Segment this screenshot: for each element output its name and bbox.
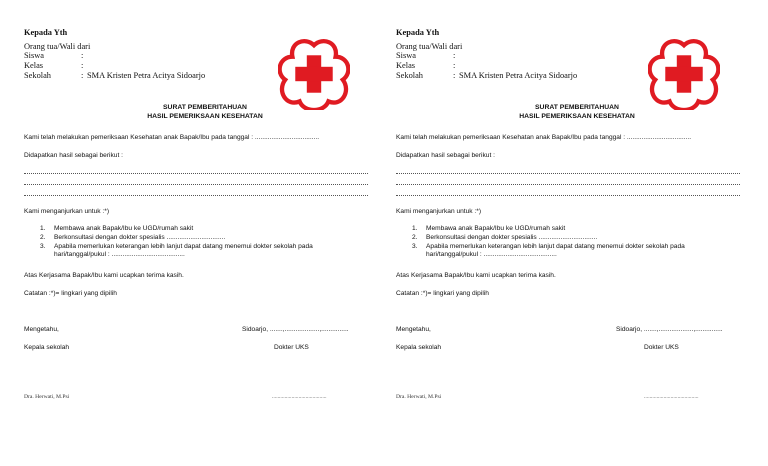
recommendation-number: 1.	[412, 225, 418, 232]
field-sep: :	[81, 61, 84, 70]
thanks-text: Atas Kerjasama Bapak/Ibu kami ucapkan terima kasih.	[24, 272, 184, 279]
recommend-label: Kami menganjurkan untuk :*)	[396, 208, 482, 215]
title-line-1: SURAT PEMBERITAHUAN	[535, 104, 619, 111]
recommendation-number: 2.	[412, 234, 418, 241]
field-sep: :	[81, 71, 84, 80]
recommendation-number: 1.	[40, 225, 46, 232]
field-label-siswa: Siswa	[396, 51, 417, 60]
recommendation-text: Berkonsultasi dengan dokter spesialis ................................	[426, 234, 598, 241]
field-sep: :	[453, 51, 456, 60]
recommendation-item	[412, 243, 685, 251]
field-label-sekolah: Sekolah	[396, 71, 423, 80]
result-line	[24, 173, 368, 174]
title-line-2: HASIL PEMERIKSAAN KESEHATAN	[147, 113, 263, 120]
place-date: Sidoarjo, .......,...................,...............	[616, 326, 723, 333]
note-text: Catatan :*)= lingkari yang dipilih	[24, 290, 117, 297]
recommendation-continuation: hari/tanggal/pukul : ........................................	[54, 251, 185, 258]
doctor-name-line: .......................................	[644, 394, 699, 400]
result-line	[396, 184, 740, 185]
letter-left	[24, 0, 386, 466]
title-line-1: SURAT PEMBERITAHUAN	[163, 104, 247, 111]
recommendation-item	[412, 234, 597, 242]
title-line-2: HASIL PEMERIKSAAN KESEHATAN	[519, 113, 635, 120]
field-label-siswa: Siswa	[24, 51, 45, 60]
parent-line: Orang tua/Wali dari	[396, 42, 463, 51]
field-label-sekolah: Sekolah	[24, 71, 51, 80]
result-label: Didapatkan hasil sebagai berikut :	[396, 152, 495, 159]
field-value-sekolah: SMA Kristen Petra Acitya Sidoarjo	[459, 71, 578, 80]
recommendation-text: Berkonsultasi dengan dokter spesialis ................................	[54, 234, 226, 241]
recommend-label: Kami menganjurkan untuk :*)	[24, 208, 110, 215]
field-sep: :	[453, 61, 456, 70]
recommendation-text: Apabila memerlukan keterangan lebih lanjut dapat datang menemui dokter sekolah pada	[54, 243, 313, 250]
recommendation-item	[40, 243, 313, 251]
recommendation-text: Apabila memerlukan keterangan lebih lanjut dapat datang menemui dokter sekolah pada	[426, 243, 685, 250]
field-label-kelas: Kelas	[396, 61, 416, 70]
result-line	[396, 195, 740, 196]
thanks-text: Atas Kerjasama Bapak/Ibu kami ucapkan terima kasih.	[396, 272, 556, 279]
recommendation-text: Membawa anak Bapak/Ibu ke UGD/rumah sakit	[54, 225, 194, 232]
recommendation-text: Membawa anak Bapak/Ibu ke UGD/rumah sakit	[426, 225, 566, 232]
result-line	[24, 195, 368, 196]
acknowledged-label: Mengetahu,	[24, 326, 59, 333]
field-label-kelas: Kelas	[24, 61, 44, 70]
recommendation-number: 3.	[412, 243, 418, 250]
place-date: Sidoarjo, .......,...................,...............	[242, 326, 349, 333]
principal-name: Dra. Herwati, M.Psi	[24, 394, 70, 400]
doctor-title: Dokter UKS	[644, 344, 679, 351]
recommendation-continuation: hari/tanggal/pukul : ........................................	[426, 251, 557, 258]
principal-title: Kepala sekolah	[24, 344, 70, 351]
recommendation-number: 3.	[40, 243, 46, 250]
recipient-line: Kepada Yth	[396, 28, 440, 37]
red-cross-flower-icon	[278, 38, 350, 110]
doctor-name-line: .......................................	[272, 394, 327, 400]
recommendation-item	[40, 225, 193, 233]
result-line	[396, 173, 740, 174]
recommendation-item	[412, 225, 565, 233]
result-label: Didapatkan hasil sebagai berikut :	[24, 152, 123, 159]
field-sep: :	[81, 51, 84, 60]
recipient-line: Kepada Yth	[24, 28, 68, 37]
intro-text: Kami telah melakukan pemeriksaan Kesehatan anak Bapak/Ibu pada tanggal : ...................................	[396, 134, 692, 141]
doctor-title: Dokter UKS	[274, 344, 309, 351]
parent-line: Orang tua/Wali dari	[24, 42, 91, 51]
field-value-sekolah: SMA Kristen Petra Acitya Sidoarjo	[87, 71, 206, 80]
recommendation-number: 2.	[40, 234, 46, 241]
principal-name: Dra. Herwati, M.Psi	[396, 394, 442, 400]
recommendation-item	[40, 234, 225, 242]
note-text: Catatan :*)= lingkari yang dipilih	[396, 290, 489, 297]
field-sep: :	[453, 71, 456, 80]
red-cross-flower-icon	[648, 38, 720, 110]
principal-title: Kepala sekolah	[396, 344, 442, 351]
result-line	[24, 184, 368, 185]
acknowledged-label: Mengetahu,	[396, 326, 431, 333]
intro-text: Kami telah melakukan pemeriksaan Kesehatan anak Bapak/Ibu pada tanggal : ...................................	[24, 134, 320, 141]
letter-right	[396, 0, 758, 466]
